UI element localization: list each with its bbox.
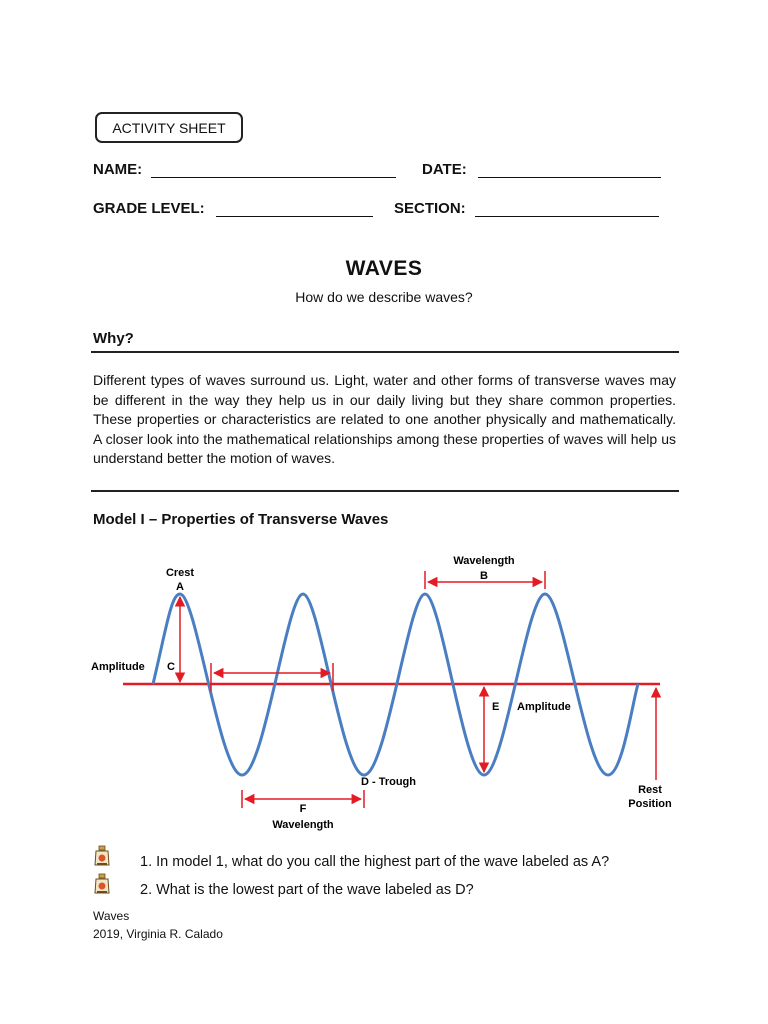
date-field[interactable] bbox=[478, 176, 661, 178]
section-divider bbox=[91, 490, 679, 492]
label-a: A bbox=[176, 581, 184, 593]
why-divider bbox=[91, 351, 679, 353]
grade-level-field[interactable] bbox=[216, 215, 373, 217]
page-title: WAVES bbox=[345, 257, 423, 280]
position-label: Position bbox=[628, 798, 672, 810]
label-f: F bbox=[299, 803, 307, 815]
amplitude-right-label: Amplitude bbox=[517, 701, 571, 713]
section-field[interactable] bbox=[475, 215, 659, 217]
page-subtitle: How do we describe waves? bbox=[295, 289, 473, 305]
question-1: 1. In model 1, what do you call the highest part of the wave labeled as A? bbox=[140, 854, 610, 870]
crest-label: Crest bbox=[165, 567, 195, 579]
rest-label: Rest bbox=[638, 784, 662, 796]
flask-icon bbox=[93, 873, 111, 895]
activity-sheet-label: ACTIVITY SHEET bbox=[95, 112, 243, 143]
transverse-wave-diagram bbox=[0, 540, 768, 840]
footer-credit: 2019, Virginia R. Calado bbox=[93, 927, 223, 941]
section-label: SECTION: bbox=[394, 200, 466, 217]
date-label: DATE: bbox=[422, 161, 467, 178]
label-e: E bbox=[492, 701, 500, 713]
question-2-icon-wrap bbox=[93, 873, 111, 900]
label-b: B bbox=[480, 570, 488, 582]
question-2: 2. What is the lowest part of the wave labeled as D? bbox=[140, 882, 474, 898]
flask-icon bbox=[93, 845, 111, 867]
name-field[interactable] bbox=[151, 176, 396, 178]
wavelength-top-label: Wavelength bbox=[453, 555, 515, 567]
label-c: C bbox=[167, 661, 175, 673]
model-heading: Model I – Properties of Transverse Waves bbox=[93, 511, 389, 528]
amplitude-left-label: Amplitude bbox=[91, 661, 145, 673]
why-paragraph: Different types of waves surround us. Light, water and other forms of transverse waves may be different in the way they help us in our daily living but they share common properties. These properties or characteristics are related to one another physically and mathematically. A closer look into the mathematical relationships among these properties of waves will help us understand better the motion of waves. bbox=[93, 372, 676, 467]
why-heading: Why? bbox=[93, 330, 134, 347]
trough-label: D - Trough bbox=[361, 776, 416, 788]
footer-title: Waves bbox=[93, 909, 130, 923]
grade-level-label: GRADE LEVEL: bbox=[93, 200, 205, 217]
question-1-icon-wrap bbox=[93, 845, 111, 872]
name-label: NAME: bbox=[93, 161, 143, 178]
wavelength-bottom-label: Wavelength bbox=[272, 819, 334, 831]
